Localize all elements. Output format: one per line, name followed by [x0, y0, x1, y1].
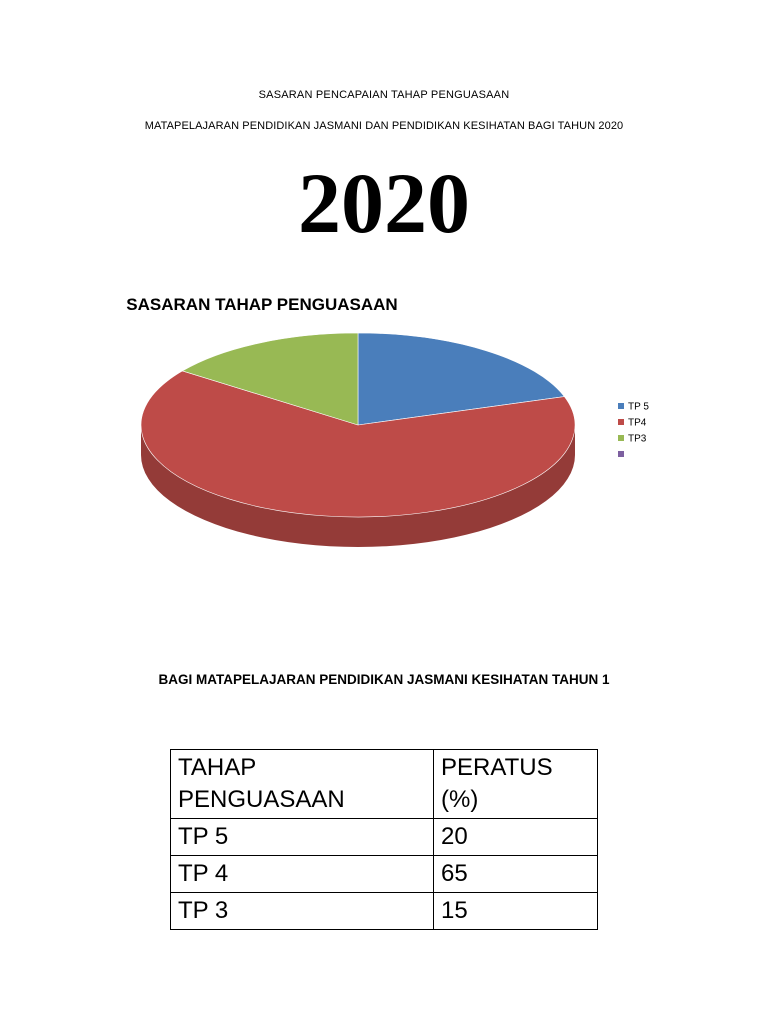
legend-swatch [618, 403, 624, 409]
table-row [171, 856, 598, 893]
table-cell: 15 [434, 893, 598, 930]
legend-swatch [618, 419, 624, 425]
document-subheading: MATAPELAJARAN PENDIDIKAN JASMANI DAN PENDIDIKAN KESIHATAN BAGI TAHUN 2020 [144, 120, 624, 132]
year-title: 2020 [298, 155, 470, 251]
table-header-row [171, 750, 598, 819]
table-cell: 65 [434, 856, 598, 893]
table-row [171, 819, 598, 856]
table-cell: TP 4 [171, 856, 434, 893]
chart-title: SASARAN TAHAP PENGUASAAN [126, 295, 398, 314]
table-cell: TP 3 [171, 893, 434, 930]
document-heading: SASARAN PENCAPAIAN TAHAP PENGUASAAN [258, 89, 510, 101]
header-cell: PERATUS (%) [434, 750, 598, 819]
legend-swatch [618, 451, 624, 457]
header-cell: TAHAP PENGUASAAN [171, 750, 434, 819]
legend-label: TP 5 [628, 401, 649, 413]
data-table [170, 749, 598, 930]
table-cell: TP 5 [171, 819, 434, 856]
pie-chart [120, 280, 680, 590]
legend-swatch [618, 435, 624, 441]
table-caption: BAGI MATAPELAJARAN PENDIDIKAN JASMANI KESIHATAN TAHUN 1 [158, 672, 610, 687]
legend-label: TP4 [628, 417, 647, 429]
legend-label: TP3 [628, 433, 647, 445]
table-row [171, 893, 598, 930]
table-cell: 20 [434, 819, 598, 856]
